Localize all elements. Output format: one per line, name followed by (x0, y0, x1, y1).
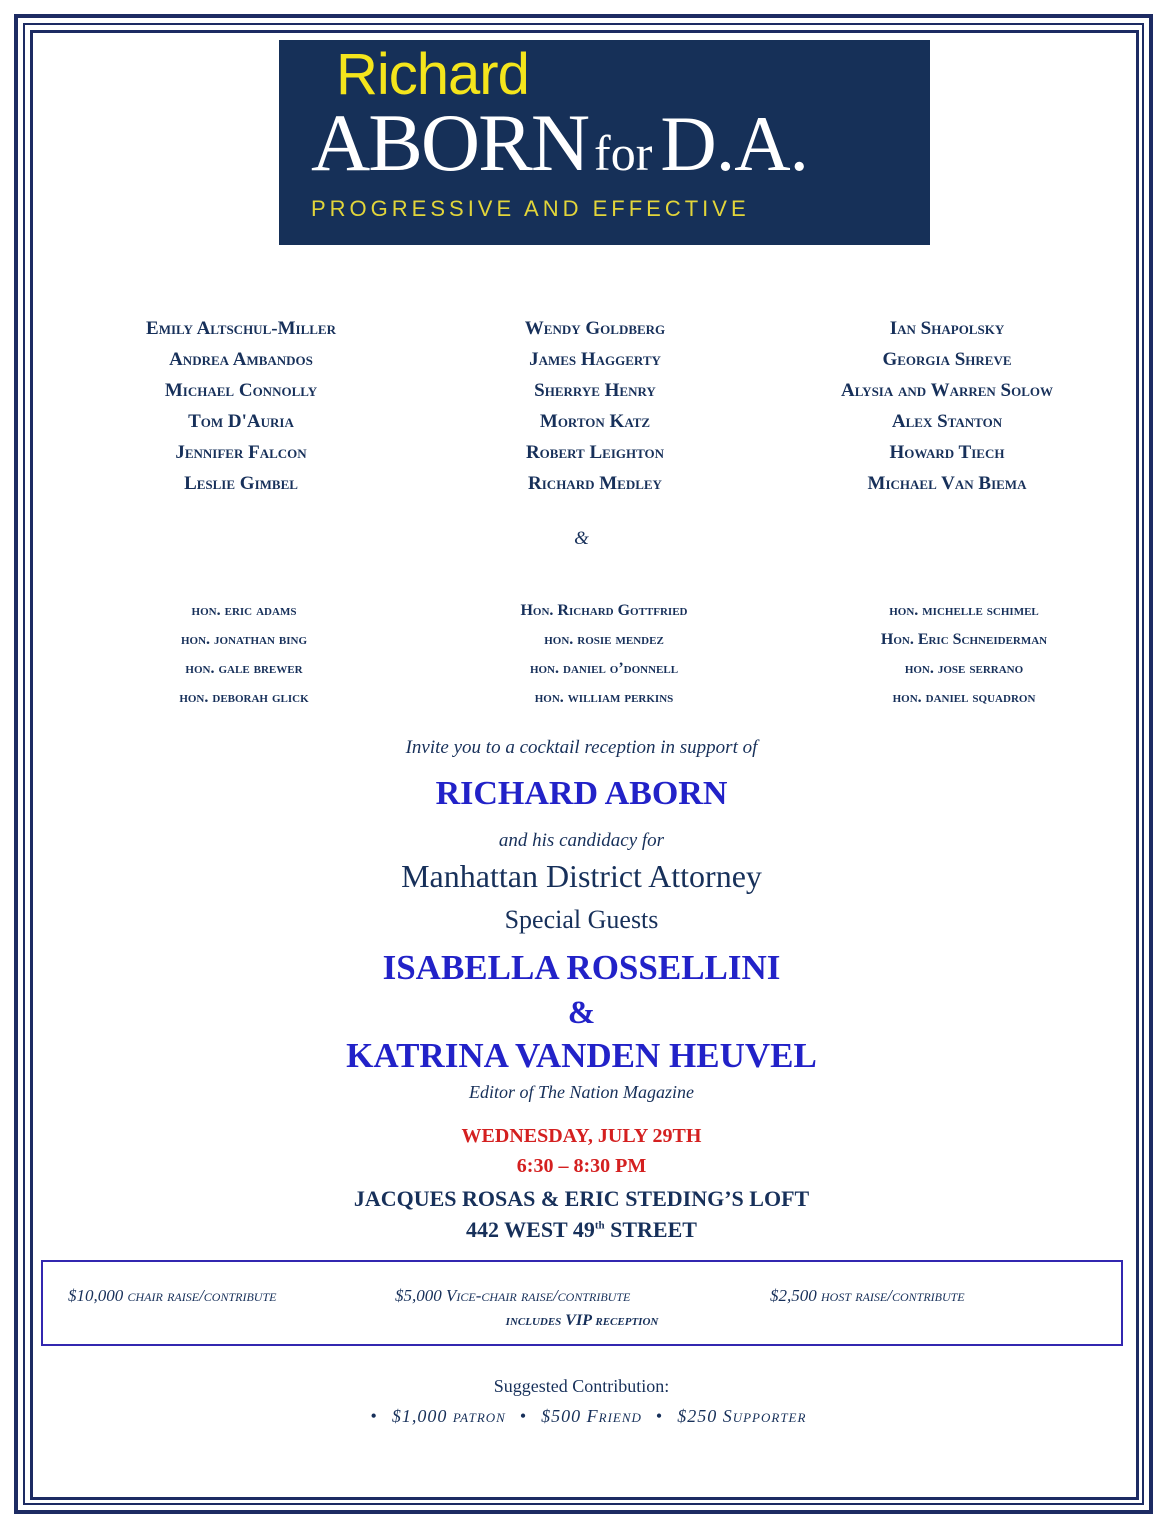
host-name: Alex Stanton (891, 411, 1003, 432)
guest-name-2: KATRINA VANDEN HEUVEL (346, 1036, 817, 1075)
guest-name-1: ISABELLA ROSSELLINI (382, 948, 781, 987)
host-name: James Haggerty (529, 349, 661, 370)
honorable-name: hon. jose serrano (904, 660, 1024, 677)
host-name: Robert Leighton (525, 442, 665, 463)
invitation-line: Invite you to a cocktail reception in support of (405, 737, 758, 758)
honorable-name: hon. daniel o’donnell (529, 660, 679, 677)
honorable-name: hon. rosie mendez (544, 631, 664, 648)
tier-chair: $10,000 chair raise/contribute (68, 1286, 277, 1305)
bullet-icon: • (655, 1406, 664, 1426)
host-column-2 (414, 313, 776, 499)
honorable-name: hon. william perkins (534, 689, 674, 706)
host-name: Howard Tiech (889, 442, 1005, 463)
host-column-3 (766, 313, 1128, 499)
honorable-name: hon. michelle schimel (889, 602, 1039, 619)
host-name: Michael Van Biema (867, 473, 1027, 494)
vip-note: includes VIP reception (505, 1312, 659, 1329)
host-name: Alysia and Warren Solow (840, 380, 1054, 401)
host-name: Tom D'Auria (188, 411, 294, 432)
tier-host: $2,500 host raise/contribute (770, 1286, 965, 1305)
event-date: WEDNESDAY, JULY 29TH (461, 1125, 702, 1147)
logo-last-name: ABORN (311, 97, 589, 188)
address-number: 442 WEST 49 (466, 1217, 595, 1242)
logo-main-line (311, 97, 809, 188)
logo-da: D.A. (660, 100, 809, 187)
honorable-column-2 (420, 596, 788, 712)
event-address (0, 1217, 1163, 1243)
honorable-name: Hon. Eric Schneiderman (880, 631, 1048, 648)
logo-tagline: PROGRESSIVE AND EFFECTIVE (311, 196, 750, 221)
event-location: JACQUES ROSAS & ERIC STEDING’S LOFT (353, 1186, 810, 1211)
address-street: STREET (604, 1217, 697, 1242)
host-name: Morton Katz (539, 411, 651, 432)
host-name: Georgia Shreve (882, 349, 1012, 370)
sponsorship-tiers-box (41, 1260, 1123, 1346)
logo-first-name: Richard (336, 42, 529, 107)
candidacy-line: and his candidacy for (498, 830, 665, 851)
host-name: Wendy Goldberg (524, 318, 666, 339)
guests-ampersand: & (567, 995, 596, 1031)
host-name: Ian Shapolsky (889, 318, 1005, 339)
host-name: Richard Medley (528, 473, 662, 494)
level-friend: $500 Friend (541, 1406, 642, 1426)
honorable-name: hon. deborah glick (179, 689, 309, 706)
honorable-name: hon. gale brewer (185, 660, 303, 677)
host-column-1 (60, 313, 422, 499)
logo-for: for (594, 125, 653, 181)
host-name: Andrea Ambandos (169, 349, 313, 370)
honorable-name: hon. jonathan bing (180, 631, 308, 648)
guest-2-title: Editor of The Nation Magazine (469, 1082, 694, 1102)
host-name: Leslie Gimbel (184, 473, 298, 494)
special-guests-heading: Special Guests (504, 905, 659, 934)
honorable-column-3 (778, 596, 1150, 712)
candidate-name: RICHARD ABORN (435, 775, 728, 812)
level-supporter: $250 Supporter (677, 1406, 807, 1426)
host-name: Sherrye Henry (534, 380, 656, 401)
hosts-ampersand: & (574, 528, 589, 549)
campaign-logo (279, 40, 930, 245)
suggested-contribution-label: Suggested Contribution: (493, 1376, 670, 1396)
level-patron: $1,000 patron (391, 1406, 506, 1426)
bullet-icon: • (370, 1406, 378, 1426)
host-name: Emily Altschul-Miller (146, 318, 336, 339)
contribution-levels (0, 1406, 1163, 1427)
host-name: Jennifer Falcon (175, 442, 307, 463)
event-time: 6:30 – 8:30 PM (516, 1155, 647, 1177)
tier-vice-chair: $5,000 Vice-chair raise/contribute (395, 1286, 631, 1305)
honorable-name: Hon. Richard Gottfried (520, 602, 688, 619)
office-title: Manhattan District Attorney (401, 858, 762, 894)
honorable-name: hon. eric adams (191, 602, 297, 619)
honorable-column-1 (60, 596, 428, 712)
address-ordinal: th (594, 1219, 605, 1232)
host-name: Michael Connolly (164, 380, 318, 401)
bullet-icon: • (519, 1406, 528, 1426)
honorable-name: hon. daniel squadron (892, 689, 1036, 706)
